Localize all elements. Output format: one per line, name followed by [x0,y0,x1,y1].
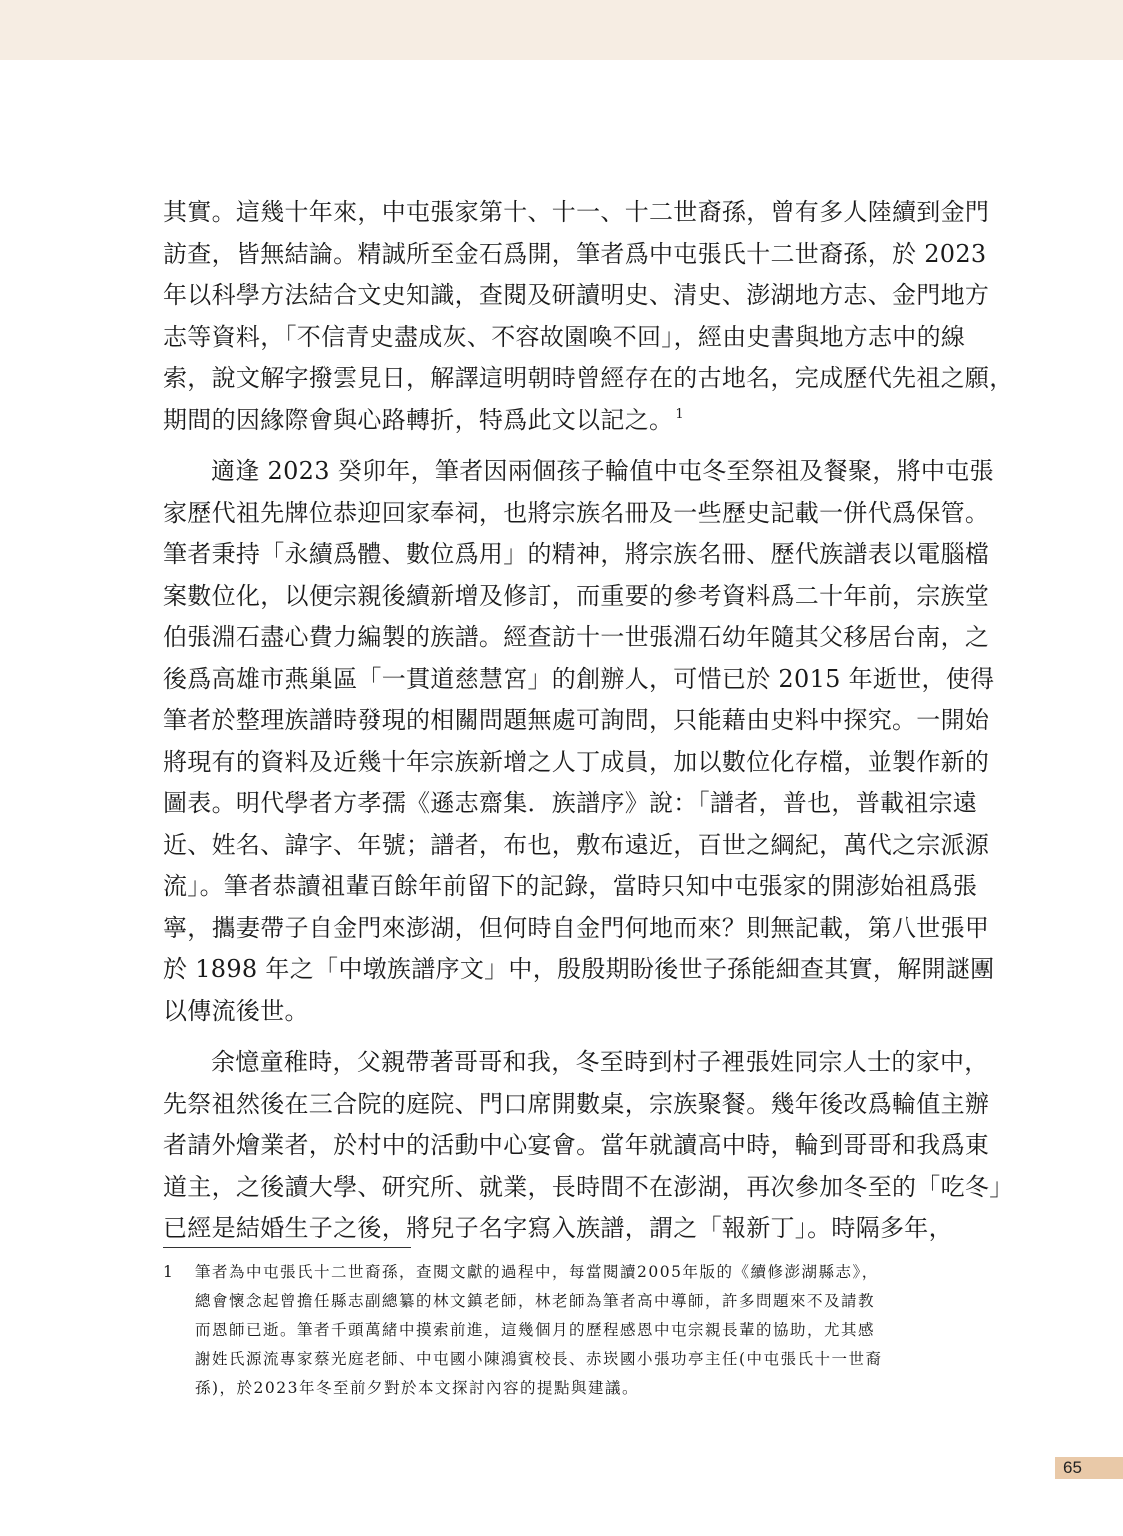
text-line: 伯張淵石盡心費力編製的族譜。經查訪十一世張淵石幼年隨其父移居台南，之 [163,623,990,651]
text-line: 者請外燴業者，於村中的活動中心宴會。當年就讀高中時，輪到哥哥和我爲東 [163,1131,990,1159]
text-line: 其實。這幾十年來，中屯張家第十、十一、十二世裔孫，曾有多人陸續到金門 [163,198,990,226]
footnote-line: 孫)，於2023年冬至前夕對於本文探討內容的提點與建議。 [195,1379,639,1397]
text-line: 案數位化，以便宗親後續新增及修訂，而重要的參考資料爲二十年前，宗族堂 [163,581,990,610]
footnote-number: 1 [163,1263,173,1281]
text-line: 近、姓名、諱字、年號；譜者，布也，敷布遠近，百世之綱紀，萬代之宗派源 [163,830,990,859]
text-line: 流」。筆者恭讀祖輩百餘年前留下的記錄，當時只知中屯張家的開澎始祖爲張 [163,872,978,900]
footnote-line: 而恩師已逝。筆者千頭萬緒中摸索前進，這幾個月的歷程感恩中屯宗親長輩的協助，尤其感 [195,1321,876,1339]
text-line: 筆者秉持「永續爲體、數位爲用」的精神，將宗族名冊、歷代族譜表以電腦檔 [163,540,990,568]
text-line: 以傳流後世。 [163,996,309,1025]
paragraph-1 [163,192,1014,441]
footnote-reference[interactable]: 1 [675,406,684,422]
text-line: 後爲高雄市燕巢區「一貫道慈慧宮」的創辦人，可惜已於 2015 年逝世，使得 [163,664,995,693]
page-number: 65 [1063,1458,1082,1477]
text-line: 索，說文解字撥雲見日，解譯這明朝時曾經存在的古地名，完成歷代先祖之願， [163,364,1014,392]
text-line: 筆者於整理族譜時發現的相關問題無處可詢問，只能藉由史料中探究。一開始 [163,706,990,734]
text-line: 於 1898 年之「中墩族譜序文」中，殷殷期盼後世子孫能細查其實，解開謎團 [163,955,995,983]
footnote-divider [163,1247,411,1248]
body-text [163,192,1014,1250]
footnote-body [195,1258,963,1403]
footnote-line: 筆者為中屯張氏十二世裔孫，查閱文獻的過程中，每當閱讀2005年版的《續修澎湖縣志》， [195,1263,879,1281]
footnote-line: 謝姓氏源流專家蔡光庭老師、中屯國小陳鴻賓校長、赤崁國小張功亭主任(中屯張氏十一世裔 [195,1350,883,1368]
text-line: 先祭祖然後在三合院的庭院、門口席開數桌，宗族聚餐。幾年後改爲輪值主辦 [163,1089,990,1118]
text-line: 圖表。明代學者方孝孺《遜志齋集．族譜序》說：「譜者，普也，普載祖宗遠 [163,789,978,817]
page-header-band [0,0,1123,60]
text-line: 寧，攜妻帶子自金門來澎湖，但何時自金門何地而來？則無記載，第八世張甲 [163,913,990,942]
paragraph-3 [163,1042,1014,1250]
text-line: 將現有的資料及近幾十年宗族新增之人丁成員，加以數位化存檔，並製作新的 [163,747,990,776]
text-line-content: 期間的因緣際會與心路轉折，特爲此文以記之。 [163,405,674,434]
text-line [163,400,963,442]
paragraph-2 [163,451,995,1032]
footnote-line: 總會懷念起曾擔任縣志副總纂的林文鎮老師，林老師為筆者高中導師，許多問題來不及請教 [195,1292,876,1310]
text-line: 適逢 2023 癸卯年，筆者因兩個孩子輪值中屯冬至祭祖及餐聚，將中屯張 [211,457,994,485]
text-line: 已經是結婚生子之後，將兒子名字寫入族譜，謂之「報新丁」。時隔多年， [163,1214,953,1242]
text-line: 道主，之後讀大學、研究所、就業，長時間不在澎湖，再次參加冬至的「吃冬」 [163,1172,1014,1201]
text-line: 訪查，皆無結論。精誠所至金石爲開，筆者爲中屯張氏十二世裔孫，於 2023 [163,239,987,268]
text-line: 余憶童稚時，父親帶著哥哥和我，冬至時到村子裡張姓同宗人士的家中， [211,1048,989,1076]
footnote [163,1258,963,1403]
text-line: 志等資料，「不信青史盡成灰、不容故園喚不回」，經由史書與地方志中的線 [163,322,966,351]
text-line: 年以科學方法結合文史知識，查閱及研讀明史、清史、澎湖地方志、金門地方 [163,281,990,309]
text-line: 家歷代祖先牌位恭迎回家奉祠，也將宗族名冊及一些歷史記載一併代爲保管。 [163,498,990,527]
